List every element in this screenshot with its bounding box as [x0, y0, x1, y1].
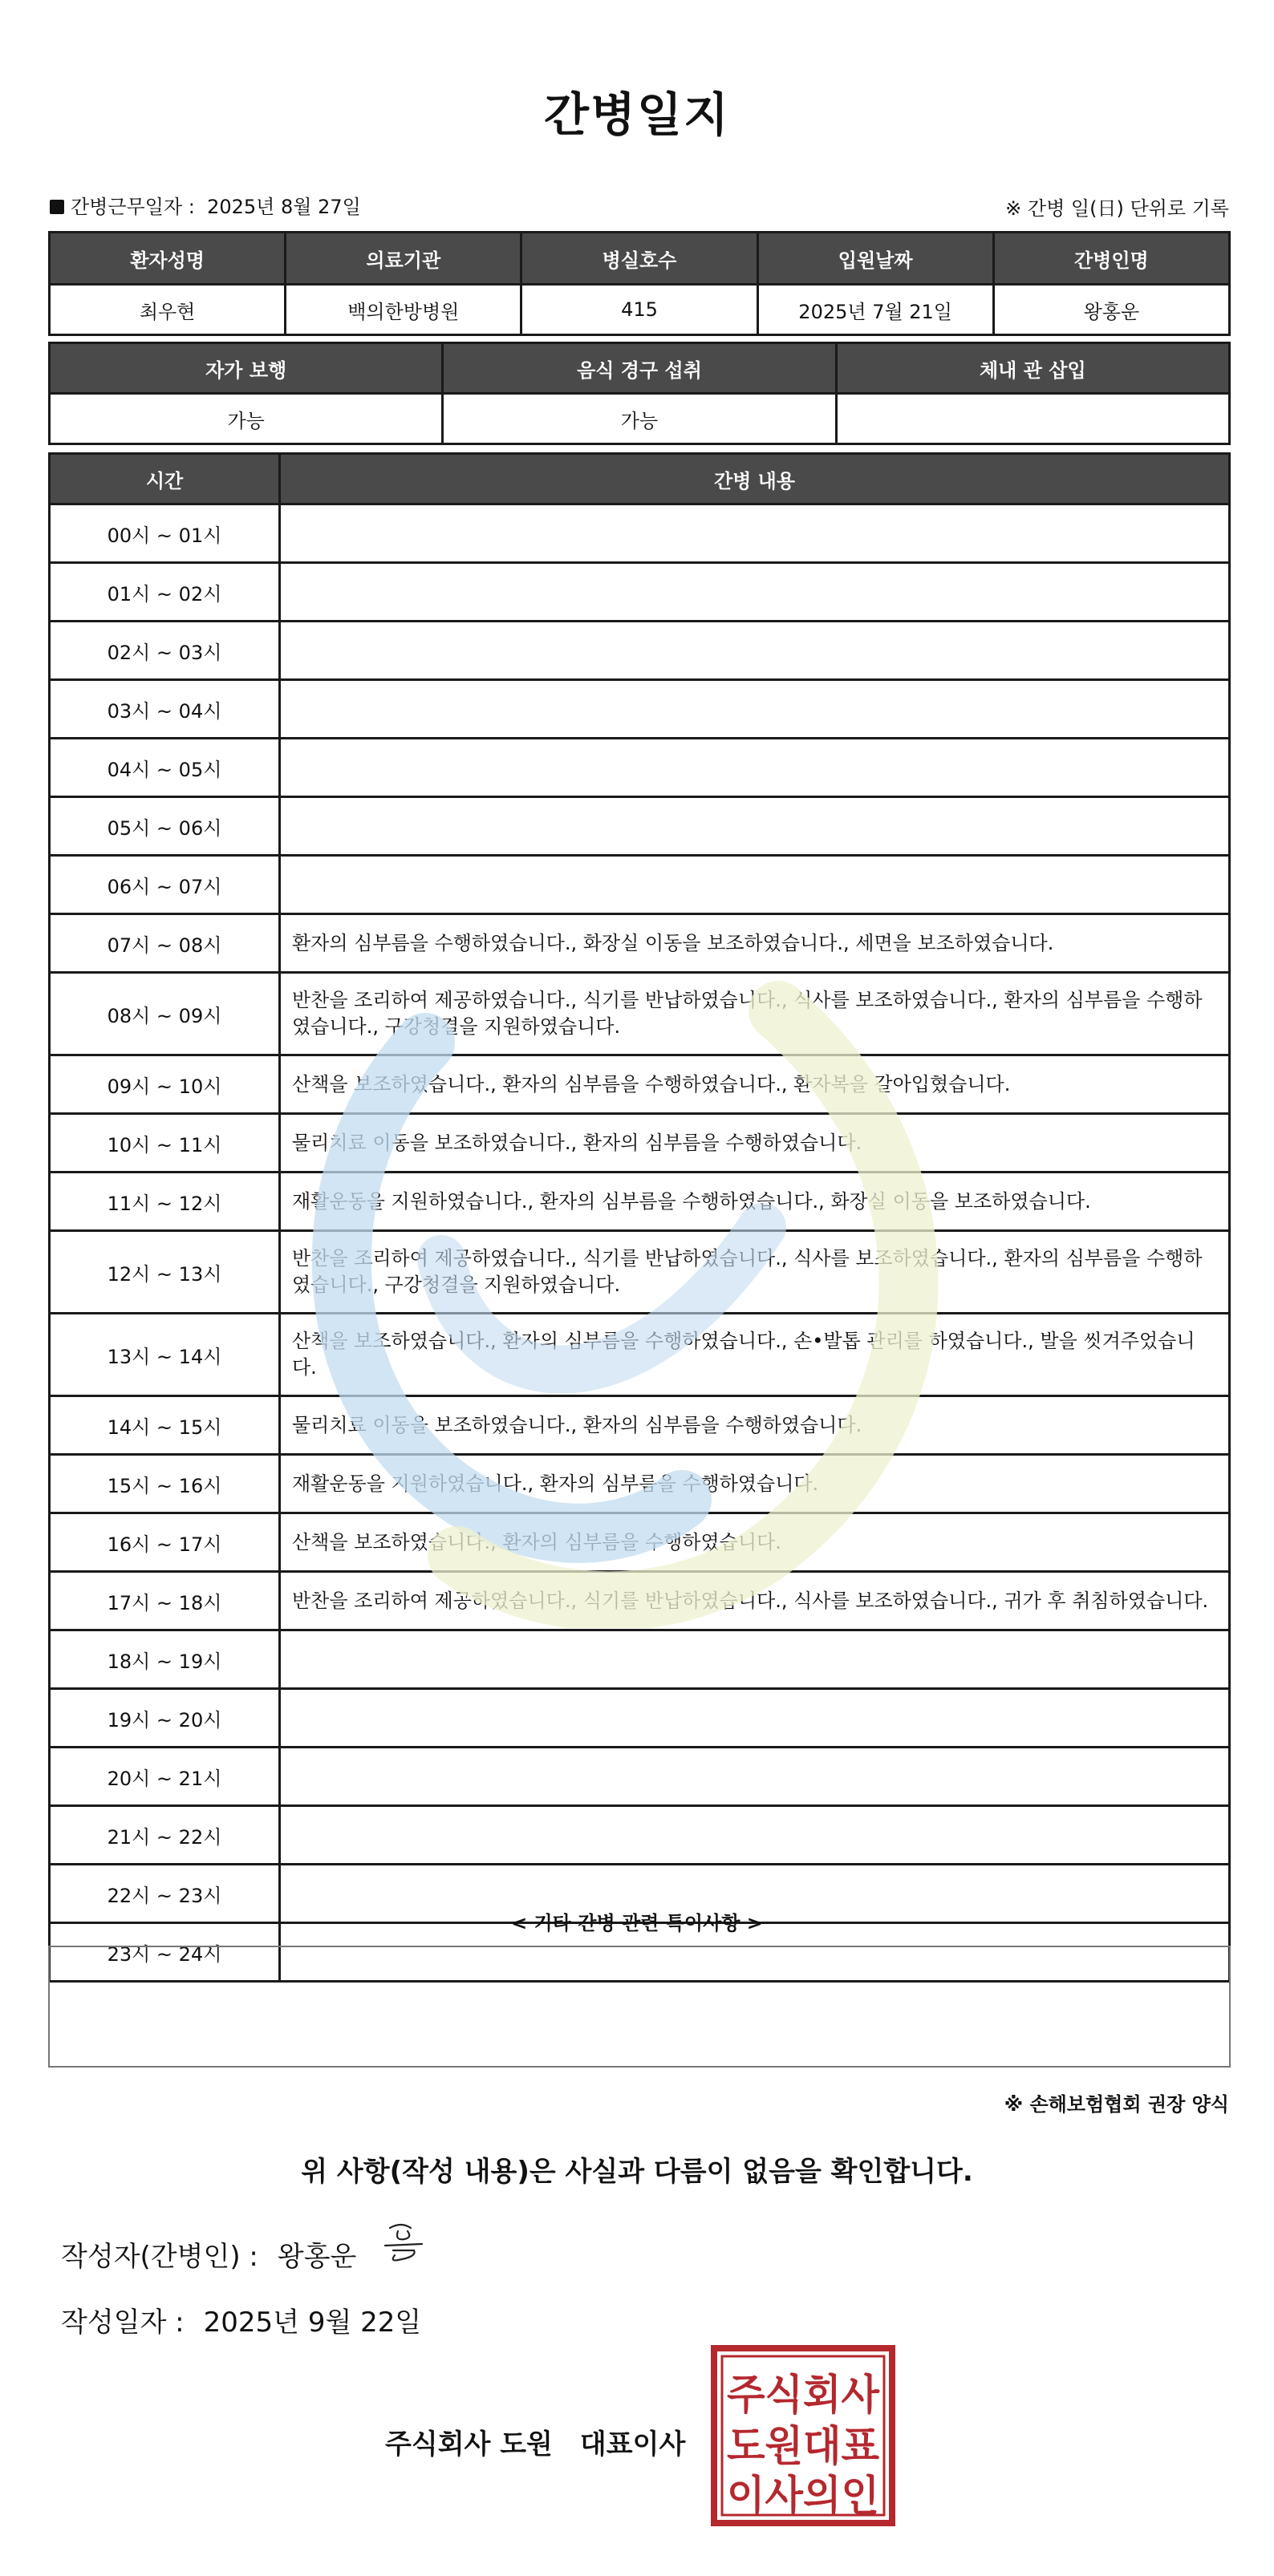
table-row	[50, 914, 1230, 973]
care-content-cell	[280, 1689, 1230, 1748]
time-slot-cell: 18시 ~ 19시	[50, 1630, 280, 1689]
care-content-cell	[280, 1806, 1230, 1865]
care-content-cell: 산책을 보조하였습니다., 환자의 심부름을 수행하였습니다., 환자복을 갈아입혔습니다.	[280, 1055, 1230, 1114]
time-slot-cell: 14시 ~ 15시	[50, 1396, 280, 1455]
ability-header-cell: 체내 관 삽입	[836, 343, 1229, 394]
work-date-label: 간병근무일자 :	[71, 196, 195, 218]
table-row	[50, 1513, 1230, 1572]
table-row	[50, 680, 1230, 739]
time-slot-cell: 02시 ~ 03시	[50, 622, 280, 680]
care-content-cell: 반찬을 조리하여 제공하였습니다., 식기를 반납하였습니다., 식사를 보조하였습니다., 귀가 후 취침하였습니다.	[280, 1572, 1230, 1630]
care-content-cell: 재활운동을 지원하였습니다., 환자의 심부름을 수행하였습니다., 화장실 이동을 보조하였습니다.	[280, 1173, 1230, 1231]
table-row	[50, 797, 1230, 856]
format-note: ※ 손해보험협회 권장 양식	[1004, 2093, 1229, 2116]
care-content-cell: 재활운동을 지원하였습니다., 환자의 심부름을 수행하였습니다.	[280, 1455, 1230, 1513]
care-content-cell: 산책을 보조하였습니다., 환자의 심부름을 수행하였습니다., 손•발톱 관리를 하였습니다., 발을 씻겨주었습니다.	[280, 1314, 1230, 1396]
time-slot-cell: 01시 ~ 02시	[50, 563, 280, 622]
table-row	[50, 1455, 1230, 1513]
handwritten-signature	[374, 2217, 462, 2265]
table-row	[50, 1231, 1230, 1314]
admission-date: 2025년 7월 21일	[757, 285, 993, 335]
log-rows	[50, 504, 1230, 1982]
patient-header-cell: 의료기관	[286, 233, 521, 285]
representative-title: 대표이사	[579, 2428, 686, 2461]
time-slot-cell: 10시 ~ 11시	[50, 1114, 280, 1173]
table-row	[50, 1114, 1230, 1173]
time-slot-cell: 03시 ~ 04시	[50, 680, 280, 739]
care-content-cell	[280, 1630, 1230, 1689]
care-content-cell	[280, 504, 1230, 563]
care-content-cell	[280, 622, 1230, 680]
table-row	[50, 563, 1230, 622]
log-header-content: 간병 내용	[280, 454, 1230, 504]
notes-title: < 기타 간병 관련 특이사항 >	[511, 1912, 763, 1934]
date-value: 2025년 9월 22일	[203, 2307, 422, 2339]
table-row	[50, 856, 1230, 914]
log-header-time: 시간	[50, 454, 280, 504]
table-row	[50, 1396, 1230, 1455]
time-slot-cell: 15시 ~ 16시	[50, 1455, 280, 1513]
company-seal-stamp	[711, 2345, 895, 2526]
writer-label: 작성자(간병인) :	[61, 2241, 258, 2273]
table-row	[50, 1806, 1230, 1865]
table-row	[50, 504, 1230, 563]
time-slot-cell: 06시 ~ 07시	[50, 856, 280, 914]
work-date	[50, 191, 361, 219]
care-content-cell	[280, 797, 1230, 856]
medical-institution: 백의한방병원	[286, 285, 521, 335]
written-date	[61, 2300, 421, 2339]
unit-note: ※ 간병 일(日) 단위로 기록	[1005, 197, 1229, 220]
ability-header-cell: 음식 경구 섭취	[443, 343, 836, 394]
table-row	[50, 1314, 1230, 1396]
time-slot-cell: 23시 ~ 24시	[50, 1923, 280, 1982]
table-row	[50, 1748, 1230, 1806]
time-slot-cell: 09시 ~ 10시	[50, 1055, 280, 1114]
time-slot-cell: 00시 ~ 01시	[50, 504, 280, 563]
svg-text:이사의인: 이사의인	[727, 2473, 879, 2521]
company-line	[385, 2422, 685, 2461]
patient-header-cell: 병실호수	[521, 233, 757, 285]
patient-info-table	[48, 231, 1231, 336]
caregiver-name: 왕홍운	[993, 285, 1229, 335]
care-content-cell: 물리치료 이동을 보조하였습니다., 환자의 심부름을 수행하였습니다.	[280, 1396, 1230, 1455]
patient-header-cell: 환자성명	[50, 233, 286, 285]
table-row	[50, 1055, 1230, 1114]
page-title: 간병일지	[543, 87, 731, 142]
care-content-cell: 물리치료 이동을 보조하였습니다., 환자의 심부름을 수행하였습니다.	[280, 1114, 1230, 1173]
writer-name: 왕홍운	[277, 2241, 357, 2273]
care-content-cell	[280, 680, 1230, 739]
care-content-cell: 반찬을 조리하여 제공하였습니다., 식기를 반납하였습니다., 식사를 보조하였습니다., 환자의 심부름을 수행하였습니다., 구강청결을 지원하였습니다.	[280, 1231, 1230, 1314]
time-slot-cell: 11시 ~ 12시	[50, 1173, 280, 1231]
patient-header-cell: 입원날짜	[757, 233, 993, 285]
time-slot-cell: 17시 ~ 18시	[50, 1572, 280, 1630]
time-slot-cell: 07시 ~ 08시	[50, 914, 280, 973]
table-row	[50, 1630, 1230, 1689]
company-name: 주식회사 도원	[385, 2428, 553, 2461]
confirmation-statement: 위 사항(작성 내용)은 사실과 다름이 없음을 확인합니다.	[301, 2156, 973, 2188]
time-slot-cell: 08시 ~ 09시	[50, 973, 280, 1055]
table-row	[50, 739, 1230, 797]
work-date-value: 2025년 8월 27일	[207, 196, 361, 218]
notes-box	[48, 1946, 1231, 2068]
room-number: 415	[521, 285, 757, 335]
patient-name: 최우현	[50, 285, 286, 335]
care-content-cell	[280, 739, 1230, 797]
time-slot-cell: 13시 ~ 14시	[50, 1314, 280, 1396]
patient-header-cell: 간병인명	[993, 233, 1229, 285]
table-row	[50, 1689, 1230, 1748]
time-slot-cell: 04시 ~ 05시	[50, 739, 280, 797]
time-slot-cell: 05시 ~ 06시	[50, 797, 280, 856]
time-slot-cell: 12시 ~ 13시	[50, 1231, 280, 1314]
time-slot-cell: 21시 ~ 22시	[50, 1806, 280, 1865]
oral-intake-value: 가능	[443, 394, 836, 444]
table-row	[50, 973, 1230, 1055]
date-label: 작성일자 :	[61, 2307, 185, 2339]
svg-text:도원대표: 도원대표	[727, 2423, 879, 2471]
time-slot-cell: 19시 ~ 20시	[50, 1689, 280, 1748]
table-row	[50, 1173, 1230, 1231]
writer-line	[61, 2234, 356, 2274]
time-slot-cell: 20시 ~ 21시	[50, 1748, 280, 1806]
care-content-cell: 환자의 심부름을 수행하였습니다., 화장실 이동을 보조하였습니다., 세면을 보조하였습니다.	[280, 914, 1230, 973]
care-content-cell	[280, 1748, 1230, 1806]
self-walking-value: 가능	[50, 394, 443, 444]
care-content-cell	[280, 563, 1230, 622]
care-content-cell: 반찬을 조리하여 제공하였습니다., 식기를 반납하였습니다., 식사를 보조하였습니다., 환자의 심부름을 수행하였습니다., 구강청결을 지원하였습니다.	[280, 973, 1230, 1055]
table-row	[50, 622, 1230, 680]
patient-ability-table	[48, 342, 1231, 445]
care-log-table	[48, 452, 1231, 1983]
svg-text:주식회사: 주식회사	[727, 2371, 880, 2420]
table-row	[50, 1572, 1230, 1630]
care-content-cell: 산책을 보조하였습니다., 환자의 심부름을 수행하였습니다.	[280, 1513, 1230, 1572]
care-content-cell	[280, 856, 1230, 914]
ability-header-cell: 자가 보행	[50, 343, 443, 394]
time-slot-cell: 16시 ~ 17시	[50, 1513, 280, 1572]
tube-insertion-value	[836, 394, 1229, 444]
bullet-square-icon	[50, 200, 64, 214]
time-slot-cell: 22시 ~ 23시	[50, 1865, 280, 1923]
